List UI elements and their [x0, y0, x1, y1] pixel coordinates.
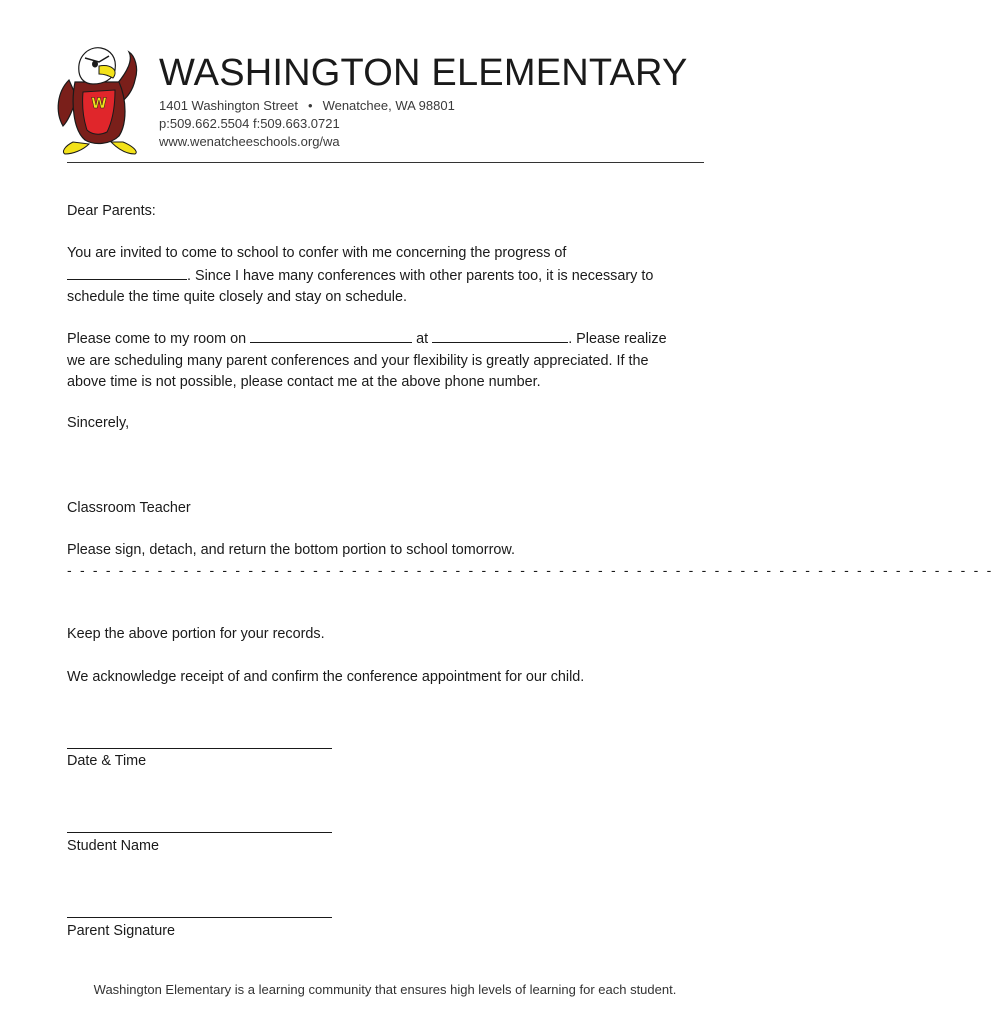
student-name-blank — [67, 265, 187, 280]
at-word: at — [416, 331, 429, 347]
date-blank — [250, 328, 412, 343]
date-time-label: Date & Time — [67, 753, 147, 769]
parent-signature-label: Parent Signature — [67, 923, 176, 939]
header-divider — [67, 162, 704, 163]
paragraph-progress — [67, 243, 707, 309]
para2-line1-text: Please come to my room on — [67, 331, 247, 347]
acknowledgement: We acknowledge receipt of and confirm the conference appointment for our child. — [67, 669, 585, 685]
return-instruction: Please sign, detach, and return the bottom portion to school tomorrow. — [67, 542, 515, 558]
para1-line2-text: . Since I have many conferences with other parents too, it is necessary to — [187, 267, 654, 284]
keep-note: Keep the above portion for your records. — [67, 626, 325, 642]
para2-line1 — [67, 328, 707, 351]
time-blank — [432, 328, 568, 343]
street-address: 1401 Washington Street — [159, 98, 298, 113]
salutation: Dear Parents: — [67, 203, 156, 219]
para1-line3: schedule the time quite closely and stay on schedule. — [67, 289, 407, 305]
date-time-line[interactable] — [67, 748, 332, 749]
school-address — [159, 98, 455, 113]
mascot-letter: W — [91, 96, 107, 112]
tear-line: - - - - - - - - - - - - - - - - - - - - - - - - - - - - - - - - - - - - - - - - - - - - - - - - - - - - - - - - - - - - - - - - - - - - - - - - — [67, 562, 993, 578]
para2-line2: we are scheduling many parent conferences and your flexibility is greatly appreciated. If the — [67, 352, 649, 369]
school-name: WASHINGTON ELEMENTARY — [159, 52, 688, 94]
para1-line1: You are invited to come to school to confer with me concerning the progress of — [67, 245, 567, 261]
student-name-label: Student Name — [67, 838, 159, 854]
para2-line3: above time is not possible, please contact me at the above phone number. — [67, 374, 541, 390]
letterhead — [55, 40, 705, 165]
para2-line1-end: . Please realize — [568, 331, 667, 347]
paragraph-schedule — [67, 328, 707, 394]
parent-signature-line[interactable] — [67, 917, 332, 918]
website-link[interactable]: www.wenatcheeschools.org/wa — [159, 134, 340, 149]
teacher-signature-title: Classroom Teacher — [67, 500, 191, 516]
mission-statement: Washington Elementary is a learning community that ensures high levels of learning for each student. — [93, 982, 677, 997]
phone-fax: p:509.662.5504 f:509.663.0721 — [159, 116, 340, 131]
eagle-mascot-icon — [55, 42, 147, 158]
para1-line2 — [67, 265, 707, 288]
bullet-separator: • — [308, 98, 313, 113]
student-name-line[interactable] — [67, 832, 332, 833]
city-address: Wenatchee, WA 98801 — [322, 98, 455, 113]
closing: Sincerely, — [67, 415, 130, 431]
